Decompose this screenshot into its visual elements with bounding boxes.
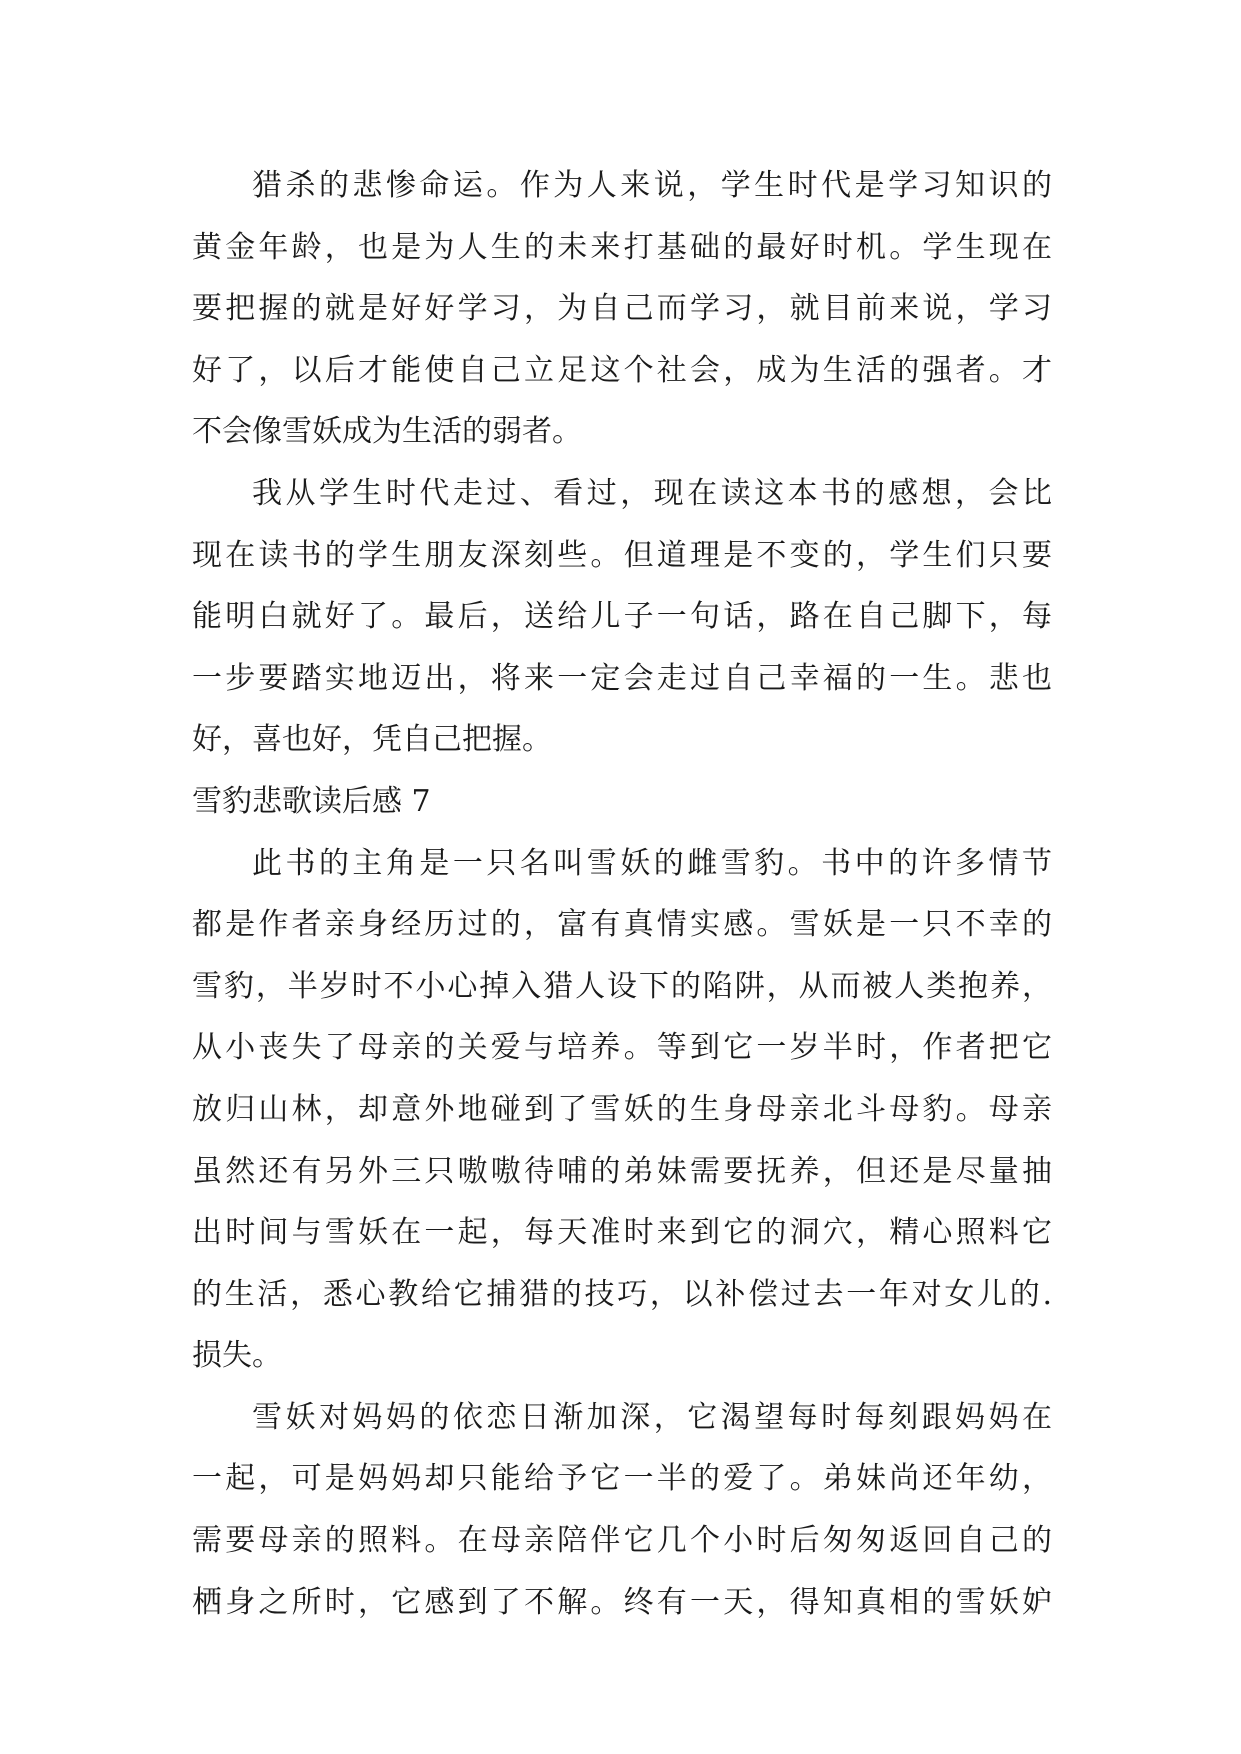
paragraph-line: 雪豹，半岁时不小心掉入猎人设下的陷阱，从而被人类抱养， <box>192 968 1052 1004</box>
paragraph-line: 不会像雪妖成为生活的弱者。 <box>192 414 582 450</box>
paragraph-line: 能明白就好了。最后，送给儿子一句话，路在自己脚下，每 <box>192 599 1052 635</box>
paragraph-line: 放归山林，却意外地碰到了雪妖的生身母亲北斗母豹。母亲 <box>192 1091 1052 1127</box>
paragraph-line: 需要母亲的照料。在母亲陪伴它几个小时后匆匆返回自己的 <box>192 1523 1052 1559</box>
paragraph-line: 一步要踏实地迈出，将来一定会走过自己幸福的一生。悲也 <box>192 660 1052 696</box>
document-body <box>192 155 1052 1633</box>
paragraph-line: 要把握的就是好好学习，为自己而学习，就目前来说，学习 <box>192 291 1052 327</box>
paragraph-line: 损失。 <box>192 1338 282 1374</box>
paragraph-line: 现在读书的学生朋友深刻些。但道理是不变的，学生们只要 <box>192 537 1052 573</box>
paragraph-line: 虽然还有另外三只嗷嗷待哺的弟妹需要抚养，但还是尽量抽 <box>192 1153 1052 1189</box>
paragraph-line: 出时间与雪妖在一起，每天准时来到它的洞穴，精心照料它 <box>192 1215 1052 1251</box>
paragraph-line: 从小丧失了母亲的关爱与培养。等到它一岁半时，作者把它 <box>192 1030 1052 1066</box>
section-heading: 雪豹悲歌读后感 7 <box>192 783 431 819</box>
paragraph-line: 猎杀的悲惨命运。作为人来说，学生时代是学习知识的 <box>252 168 1052 203</box>
paragraph-line: 我从学生时代走过、看过，现在读这本书的感想，会比 <box>252 475 1052 511</box>
paragraph-line: 此书的主角是一只名叫雪妖的雌雪豹。书中的许多情节 <box>252 845 1052 881</box>
paragraph-line: 的生活，悉心教给它捕猎的技巧，以补偿过去一年对女儿的. <box>192 1276 1052 1312</box>
paragraph-line: 雪妖对妈妈的依恋日渐加深，它渴望每时每刻跟妈妈在 <box>252 1399 1052 1435</box>
paragraph-line: 栖身之所时，它感到了不解。终有一天，得知真相的雪妖妒 <box>192 1584 1052 1620</box>
paragraph-line: 一起，可是妈妈却只能给予它一半的爱了。弟妹尚还年幼， <box>192 1461 1052 1497</box>
paragraph-line: 都是作者亲身经历过的，富有真情实感。雪妖是一只不幸的 <box>192 907 1052 943</box>
paragraph-line: 黄金年龄，也是为人生的未来打基础的最好时机。学生现在 <box>192 229 1052 265</box>
paragraph-line: 好了，以后才能使自己立足这个社会，成为生活的强者。才 <box>192 352 1052 388</box>
paragraph-line: 好，喜也好，凭自己把握。 <box>192 722 552 758</box>
